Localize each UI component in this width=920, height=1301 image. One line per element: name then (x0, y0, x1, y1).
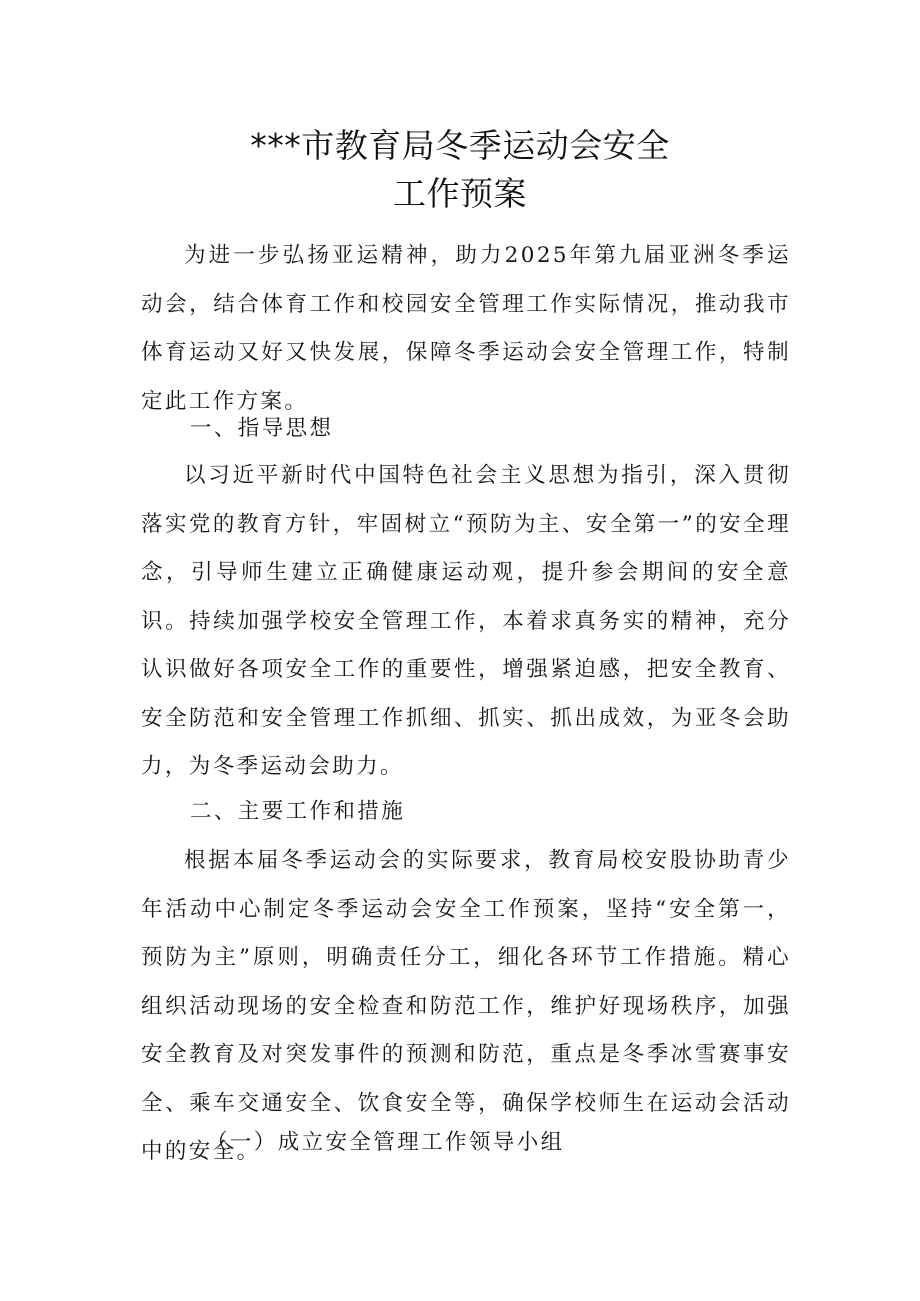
document-title-line-2: 工作预案 (393, 174, 527, 213)
subsection-1-heading: （一）成立安全管理工作领导小组 (206, 1130, 565, 1155)
section-2-paragraph: 根据本届冬季运动会的实际要求，教育局校安股协助青少年活动中心制定冬季运动会安全工作预案，坚持“安全第一，预防为主”原则，明确责任分工，细化各环节工作措施。精心组织活动现场的安全检查和防范工作，维护好现场秩序，加强安全教育及对突发事件的预测和防范，重点是冬季冰雪赛事安全、乘车交通安全、饮食安全等，确保学校师生在运动会活动中的安全。 (141, 848, 791, 1164)
section-2-heading: 二、主要工作和措施 (190, 799, 406, 824)
section-1-paragraph: 以习近平新时代中国特色社会主义思想为指引，深入贯彻落实党的教育方针，牢固树立“预防为主、安全第一”的安全理念，引导师生建立正确健康运动观，提升参会期间的安全意识。持续加强学校安全管理工作，本着求真务实的精神，充分认识做好各项安全工作的重要性，增强紧迫感，把安全教育、安全防范和安全管理工作抓细、抓实、抓出成效，为亚冬会助力，为冬季运动会助力。 (141, 463, 791, 779)
document-title-line-1: ***市教育局冬季运动会安全 (250, 126, 670, 165)
section-1-heading: 一、指导思想 (190, 416, 334, 441)
intro-paragraph: 为进一步弘扬亚运精神，助力2025年第九届亚洲冬季运动会，结合体育工作和校园安全管理工作实际情况，推动我市体育运动又好又快发展，保障冬季运动会安全管理工作，特制定此工作方案。 (141, 243, 791, 414)
